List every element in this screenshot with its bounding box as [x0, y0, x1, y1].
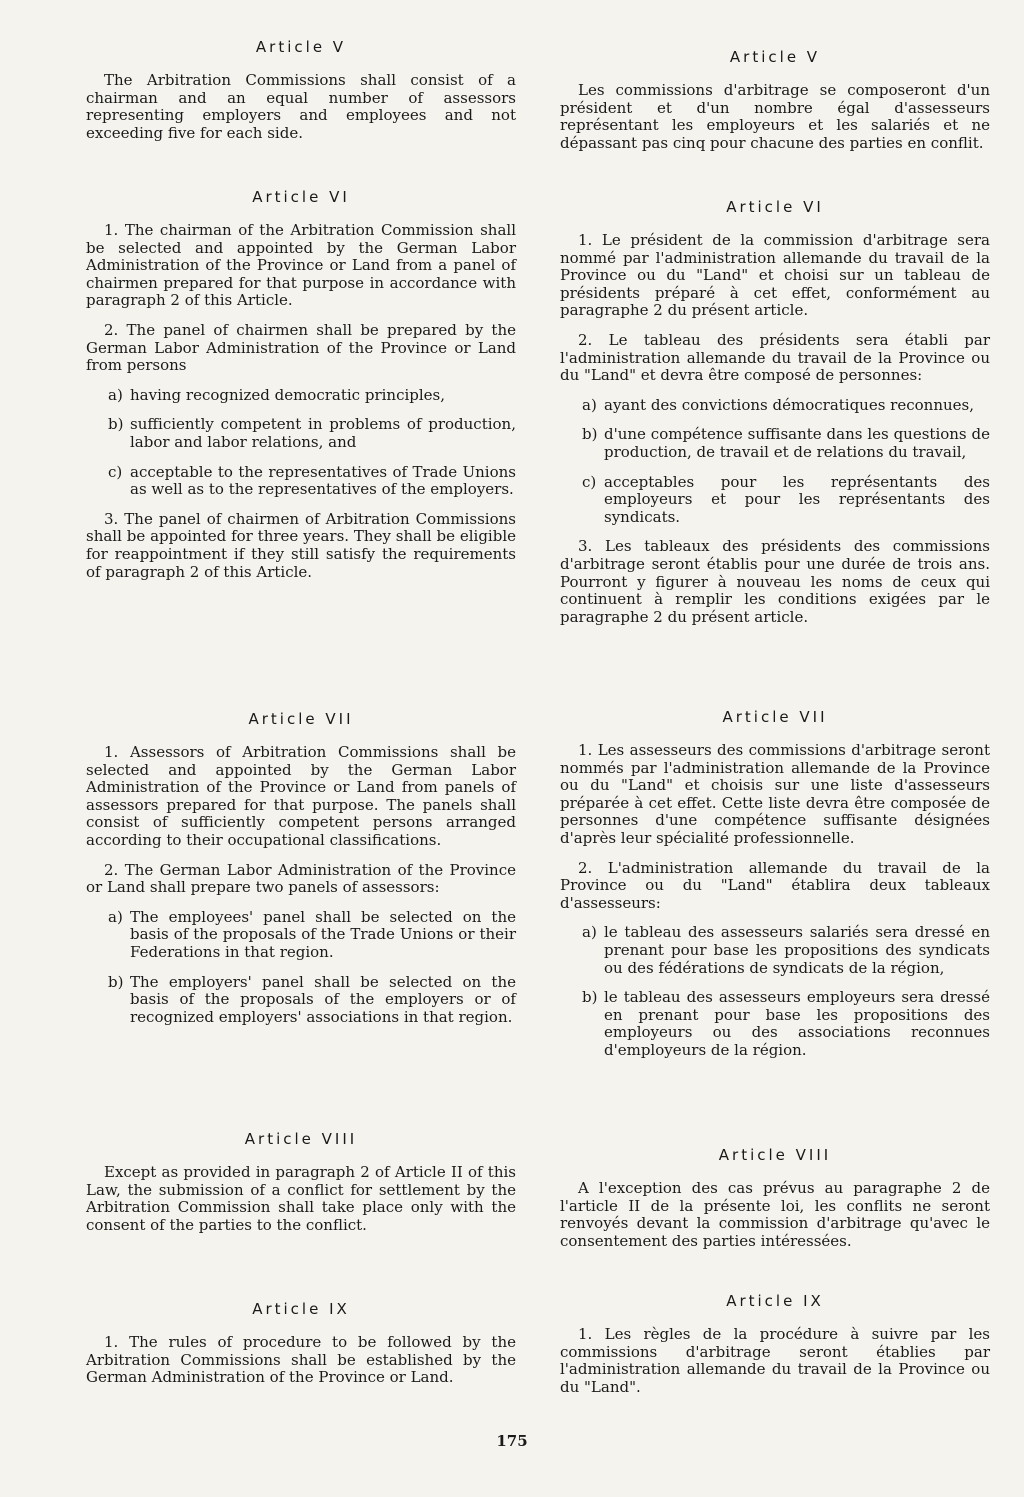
fr-article-6-list	[560, 397, 990, 527]
list-item	[86, 387, 516, 405]
list-item-label: a)	[582, 395, 597, 414]
fr-article-7-paragraph-2: 2. L'administration allemande du travail de la Province ou du "Land" établira deux tableaux d'assesseurs:	[560, 858, 990, 912]
fr-article-6-heading: Article VI	[726, 198, 824, 216]
list-item-text: acceptable to the representatives of Trade Unions as well as to the representatives of the employers.	[130, 462, 516, 499]
fr-article-5-paragraph: Les commissions d'arbitrage se composeront d'un président et d'un nombre égal d'assesseurs représentant les employeurs et les salariés et ne dépassant pas cinq pour chacune des parties en conflit.	[560, 81, 990, 152]
en-article-6-paragraph-2: 2. The panel of chairmen shall be prepared by the German Labor Administration of the Province or Land from persons	[86, 320, 516, 375]
list-item-text: The employers' panel shall be selected on the basis of the proposals of the employers or of recognized employers' associations in that region.	[130, 972, 516, 1026]
list-item-label: a)	[108, 907, 123, 926]
en-article-6-list	[86, 387, 516, 499]
en-article-6-paragraph-1: 1. The chairman of the Arbitration Commission shall be selected and appointed by the German Labor Administration of the Province or Land from a panel of chairmen prepared for that purpose in accordance with paragraph 2 of this Article.	[86, 221, 516, 310]
list-item	[560, 989, 990, 1059]
en-article-7-paragraph-1: 1. Assessors of Arbitration Commissions shall be selected and appointed by the German Labor Administration of the Province or Land from panels of assessors prepared for that purpose. The panels shall consist of sufficiently competent persons arranged according to their occupational classifications.	[86, 743, 516, 849]
en-article-9	[86, 1300, 516, 1399]
en-article-9-heading: Article IX	[252, 1300, 350, 1318]
fr-article-7-heading: Article VII	[722, 708, 828, 726]
list-item-text: le tableau des assesseurs employeurs sera dressé en prenant pour base les propositions des employeurs ou des associations reconnues d'employeurs de la région.	[604, 988, 990, 1059]
en-article-7	[86, 710, 516, 1038]
list-item-label: b)	[582, 988, 598, 1007]
list-item-text: le tableau des assesseurs salariés sera dressé en prenant pour base les propositions des syndicats ou des fédérations de syndicats de la région,	[604, 923, 990, 977]
fr-article-5-heading: Article V	[729, 48, 821, 66]
list-item-label: a)	[108, 385, 123, 404]
list-item	[560, 426, 990, 461]
fr-article-6	[560, 198, 990, 638]
list-item-label: c)	[108, 462, 123, 481]
fr-article-9-heading: Article IX	[726, 1292, 824, 1310]
fr-article-8-paragraph: A l'exception des cas prévus au paragraphe 2 de l'article II de la présente loi, les conflits ne seront renvoyés devant la commission d'arbitrage qu'avec le consentement des parties intéressées.	[560, 1179, 990, 1250]
en-article-7-heading: Article VII	[248, 710, 354, 728]
list-item-label: b)	[108, 415, 124, 434]
list-item	[560, 924, 990, 977]
fr-article-9	[560, 1292, 990, 1408]
en-article-7-list	[86, 909, 516, 1027]
en-article-8	[86, 1130, 516, 1246]
en-article-6-heading: Article VI	[252, 188, 350, 206]
list-item-text: The employees' panel shall be selected on the basis of the proposals of the Trade Unions or their Federations in that region.	[130, 907, 516, 961]
fr-article-6-paragraph-1: 1. Le président de la commission d'arbitrage sera nommé par l'administration allemande du travail de la Province ou du "Land" et choisi sur un tableau de présidents préparé à cet effet, conformément au paragraphe 2 du présent article.	[560, 231, 990, 320]
fr-article-7-list	[560, 924, 990, 1059]
list-item-label: c)	[582, 472, 597, 491]
list-item-text: ayant des convictions démocratiques reconnues,	[604, 395, 974, 414]
en-article-7-paragraph-2: 2. The German Labor Administration of the Province or Land shall prepare two panels of assessors:	[86, 860, 516, 897]
list-item-text: sufficiently competent in problems of production, labor and labor relations, and	[130, 415, 516, 451]
en-article-5-heading: Article V	[255, 38, 347, 56]
fr-article-9-paragraph: 1. Les règles de la procédure à suivre par les commissions d'arbitrage seront établies par l'administration allemande du travail de la Province ou du "Land".	[560, 1325, 990, 1396]
list-item-text: having recognized democratic principles,	[130, 385, 446, 404]
list-item	[560, 474, 990, 527]
list-item-text: d'une compétence suffisante dans les questions de production, de travail et de relations du travail,	[604, 425, 990, 461]
list-item	[86, 416, 516, 451]
fr-article-7-paragraph-1: 1. Les assesseurs des commissions d'arbitrage seront nommés par l'administration allemande de la Province ou du "Land" et choisis sur une liste d'assesseurs préparée à cet effet. Cette liste devra être composée de personnes d'une compétence suffisante désignées d'après leur spécialité professionnelle.	[560, 741, 990, 847]
fr-article-6-paragraph-2: 2. Le tableau des présidents sera établi par l'administration allemande du travail de la Province ou du "Land" et devra être composé de personnes:	[560, 330, 990, 385]
fr-article-8	[560, 1146, 990, 1262]
en-article-5	[86, 38, 516, 154]
list-item	[86, 464, 516, 499]
en-article-8-heading: Article VIII	[244, 1130, 358, 1148]
en-article-9-paragraph: 1. The rules of procedure to be followed by the Arbitration Commissions shall be established by the German Administration of the Province or Land.	[86, 1333, 516, 1387]
en-article-6-paragraph-3: 3. The panel of chairmen of Arbitration Commissions shall be appointed for three years. They shall be eligible for reappointment if they still satisfy the requirements of paragraph 2 of this Article.	[86, 509, 516, 581]
en-article-5-paragraph: The Arbitration Commissions shall consist of a chairman and an equal number of assessors representing employers and employees and not exceeding five for each side.	[86, 71, 516, 142]
fr-article-7	[560, 708, 990, 1072]
list-item-label: b)	[108, 972, 124, 991]
en-article-8-paragraph: Except as provided in paragraph 2 of Article II of this Law, the submission of a conflict for settlement by the Arbitration Commission shall take place only with the consent of the parties to the conflict.	[86, 1163, 516, 1234]
list-item-label: b)	[582, 425, 598, 444]
fr-article-8-heading: Article VIII	[718, 1146, 832, 1164]
en-article-6	[86, 188, 516, 593]
list-item	[560, 397, 990, 415]
list-item-text: acceptables pour les représentants des employeurs et pour les représentants des syndicats.	[604, 472, 990, 526]
fr-article-5	[560, 48, 990, 164]
list-item	[86, 909, 516, 962]
fr-article-6-paragraph-3: 3. Les tableaux des présidents des commissions d'arbitrage seront établis pour une durée de trois ans. Pourront y figurer à nouveau les noms de ceux qui continuent à remplir les conditions exigées par le paragraphe 2 du présent article.	[560, 537, 990, 626]
list-item-label: a)	[582, 923, 597, 942]
list-item	[86, 974, 516, 1027]
page-number: 175	[496, 1432, 528, 1450]
